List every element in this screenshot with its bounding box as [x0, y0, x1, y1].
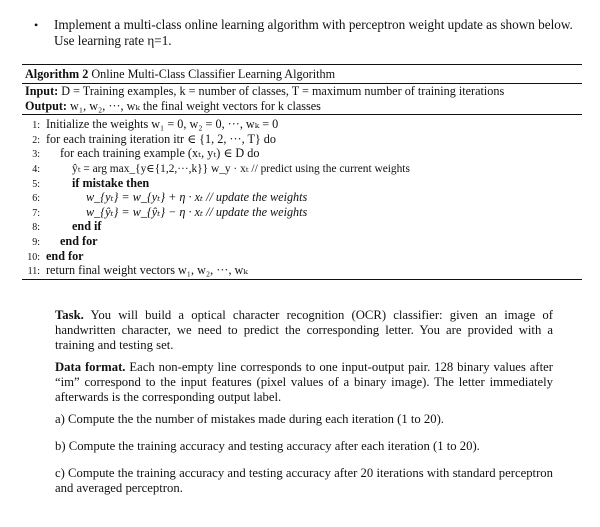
line-number: 8:	[32, 222, 40, 234]
algorithm-line	[22, 205, 582, 220]
algorithm-line	[22, 132, 582, 147]
line-text: w_{ŷₜ} = w_{ŷₜ} − η · xₜ // update the weights	[86, 204, 308, 219]
algorithm-line	[22, 190, 582, 205]
task-label: Task.	[55, 308, 84, 322]
input-label: Input:	[25, 84, 59, 98]
format-label: Data format.	[55, 360, 126, 374]
line-number: 4:	[32, 163, 40, 175]
input-text: D = Training examples, k = number of classes, T = maximum number of training iterations	[61, 84, 505, 98]
line-number: 5:	[32, 178, 40, 190]
line-number: 10:	[27, 251, 40, 263]
algorithm-line	[22, 234, 582, 249]
line-text: return final weight vectors w₁, w₂, ···, wₖ	[46, 263, 248, 278]
algorithm-line	[22, 263, 582, 278]
line-text: for each training iteration itr ∈ {1, 2, ···, T} do	[46, 131, 276, 146]
line-text: if mistake then	[72, 175, 150, 190]
output-label: Output:	[25, 98, 67, 113]
line-text: ŷₜ = arg max_{y∈{1,2,···,k}} w_y · xₜ // predict using the current weights	[72, 162, 410, 175]
task-text: You will build a optical character recognition (OCR) classifier: given an image of handwritten character, we need to predict the corresponding letter. You are provided with a training and testing set.	[55, 308, 553, 352]
task-paragraph	[55, 308, 553, 353]
line-number: 9:	[32, 236, 40, 248]
intro-item	[34, 17, 574, 49]
algorithm-line	[22, 176, 582, 191]
line-number: 11:	[27, 266, 40, 278]
format-paragraph	[55, 360, 553, 405]
algorithm-lines	[22, 115, 582, 278]
intro-text: Implement a multi-class online learning algorithm with perceptron weight update as shown below. Use learning rate η=1.	[54, 17, 573, 48]
algorithm-line	[22, 219, 582, 234]
algorithm-label: Algorithm 2	[25, 67, 89, 81]
algorithm-bottom-rule	[22, 279, 582, 280]
question-a: a) Compute the the number of mistakes made during each iteration (1 to 20).	[55, 412, 444, 426]
line-text: end for	[46, 248, 84, 263]
task-section	[55, 308, 553, 503]
format-text: Each non-empty line corresponds to one input-output pair. 128 binary values after “im” correspond to the input features (pixel values of a binary image). The letter immediately afterwards is the corresponding output label.	[55, 360, 553, 404]
line-text: w_{yₜ} = w_{yₜ} + η · xₜ // update the weights	[86, 190, 308, 205]
line-number: 1:	[32, 120, 40, 132]
line-text: Initialize the weights w₁ = 0, w₂ = 0, ···, wₖ = 0	[46, 117, 279, 132]
bullet-icon: •	[34, 18, 39, 32]
algorithm-output	[22, 99, 582, 116]
question-c: c) Compute the training accuracy and testing accuracy after 20 iterations with standard perceptron and averaged perceptron.	[55, 466, 553, 495]
line-number: 3:	[32, 149, 40, 161]
line-text: end for	[60, 233, 98, 248]
algorithm-line	[22, 249, 582, 264]
output-text: w₁, w₂, ···, wₖ the final weight vectors for k classes	[70, 98, 321, 113]
algorithm-input	[22, 84, 582, 99]
line-number: 7:	[32, 207, 40, 219]
question-b: b) Compute the training accuracy and testing accuracy after each iteration (1 to 20).	[55, 439, 480, 453]
algorithm-line	[22, 146, 582, 161]
algorithm-block	[22, 64, 582, 280]
algorithm-line	[22, 161, 582, 176]
algorithm-title	[22, 65, 582, 84]
algorithm-title-text: Online Multi-Class Classifier Learning Algorithm	[91, 67, 336, 81]
line-text: end if	[72, 219, 102, 234]
line-number: 6:	[32, 193, 40, 205]
line-number: 2:	[32, 134, 40, 146]
algorithm-line	[22, 117, 582, 132]
line-text: for each training example (xₜ, yₜ) ∈ D do	[60, 146, 260, 161]
